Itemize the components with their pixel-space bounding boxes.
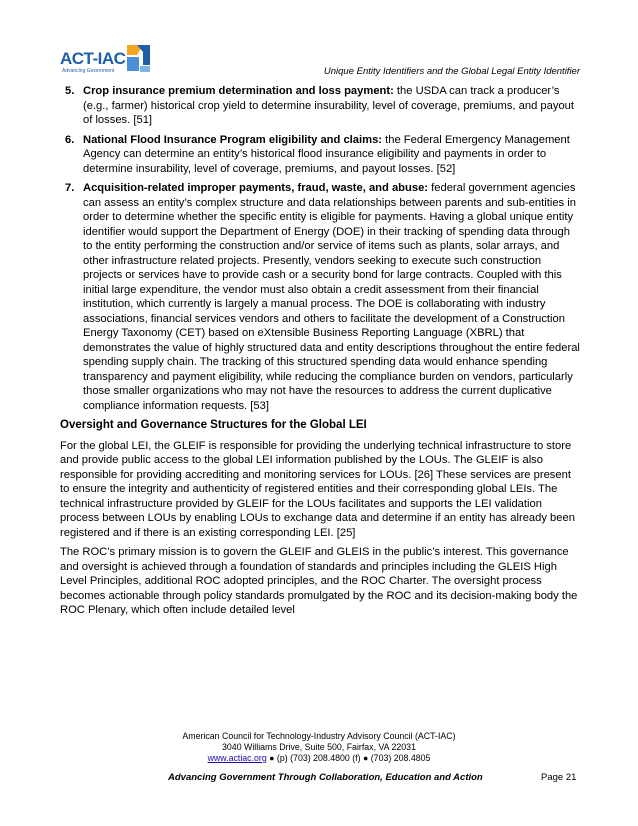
- footer-address: 3040 Williams Drive, Suite 500, Fairfax, VA 22031: [222, 742, 416, 752]
- footer-org: American Council for Technology-Industry Advisory Council (ACT-IAC): [182, 731, 456, 741]
- logo-subtitle: Advancing Government: [62, 68, 115, 74]
- list-item: [60, 133, 580, 177]
- running-header: Unique Entity Identifiers and the Global Legal Entity Identifier: [323, 66, 580, 77]
- item-text: the USDA can track a producer’s (e.g., farmer) historical crop yield to determine insurability, level of coverage, premiums, and payout of losses. [51]: [83, 85, 575, 126]
- item-lead: National Flood Insurance Program eligibility and claims:: [83, 133, 383, 146]
- logo-mark-icon: [123, 43, 151, 73]
- item-text: federal government agencies can assess an entity’s complex structure and data relationships between parents and sub-entities in order to determine whether the specific entity is eligible for payments. Having a global unique entity identifier would support the Department of Energy (DOE) in their tracking of spending data through to the entity performing the construction and/or service of items such as plants, solar arrays, and other infrastructure related projects. Presently, vendors seeking to execute such construction projects or services have to provide cash or a security bond for large contracts. Coupled with this initial large expenditure, the vendor must also obtain a credit assessment from their financial institution, which currently is largely a manual process. The DOE is collaborating with industry associations, financial services vendors and others to facilitate the development of a Construction Energy Taxonomy (CET) based on eXtensible Business Reporting Language (XBRL) that demonstrates the value of highly structured data and entity descriptions throughout the entire federal spending supply chain. The tracking of this structured spending data would enhance spending transparency and payment eligibility, while reducing the compliance burden on vendors, particularly those smaller organizations who may not have the resources to address the current duplicative compliance information requests. [53]: [83, 182, 580, 412]
- list-item: [60, 84, 580, 128]
- footer: [0, 731, 638, 764]
- numbered-list: [60, 84, 580, 413]
- item-text: the Federal Emergency Management Agency can determine an entity’s historical flood insurance eligibility and payments in order to determine insurability, level of coverage, premiums, and payout losses. [52]: [83, 133, 570, 175]
- main-content: [60, 84, 580, 623]
- list-item: [60, 181, 580, 413]
- paragraph: The ROC’s primary mission is to govern the GLEIF and GLEIS in the public’s interest. This governance and oversight is achieved through a foundation of standards and principles including the GLEIS High Level Principles, additional ROC adopted principles, and the ROC Charter. The oversight process becomes actionable through policy standards promulgated by the ROC and its decision-making body the ROC Plenary, which often include detailed level: [60, 546, 578, 616]
- website-link[interactable]: www.actiac.org: [207, 753, 267, 763]
- footer-tagline: Advancing Government Through Collaboration, Education and Action: [168, 772, 483, 783]
- list-number: 6.: [65, 133, 75, 146]
- list-number: 5.: [65, 85, 75, 97]
- footer-contact: ● (p) (703) 208.4800 (f) ● (703) 208.4805: [266, 753, 431, 763]
- item-lead: Acquisition-related improper payments, fraud, waste, and abuse:: [83, 182, 429, 194]
- act-iac-logo: [60, 43, 152, 79]
- paragraph: For the global LEI, the GLEIF is responsible for providing the underlying technical infrastructure to store and provide public access to the global LEI information published by the LOUs. The GLEIF is also responsible for providing accrediting and monitoring services for LOUs. [26] These services are present to ensure the integrity and authenticity of registered entities and their corresponding global LEIs. The technical infrastructure provided by GLEIF for the LOUs facilitates and supports the LEI validation process between LOUs by enabling LOUs to exchange data and determine if an entity has already been registered and if there is an existing corresponding LEI. [25]: [60, 439, 575, 539]
- logo-text: ACT-IAC: [60, 49, 126, 68]
- footer-contact-line: [0, 753, 638, 764]
- section-heading: Oversight and Governance Structures for the Global LEI: [60, 419, 367, 431]
- item-lead: Crop insurance premium determination and loss payment:: [83, 85, 394, 97]
- page-number: Page 21: [541, 772, 577, 783]
- list-number: 7.: [65, 182, 75, 194]
